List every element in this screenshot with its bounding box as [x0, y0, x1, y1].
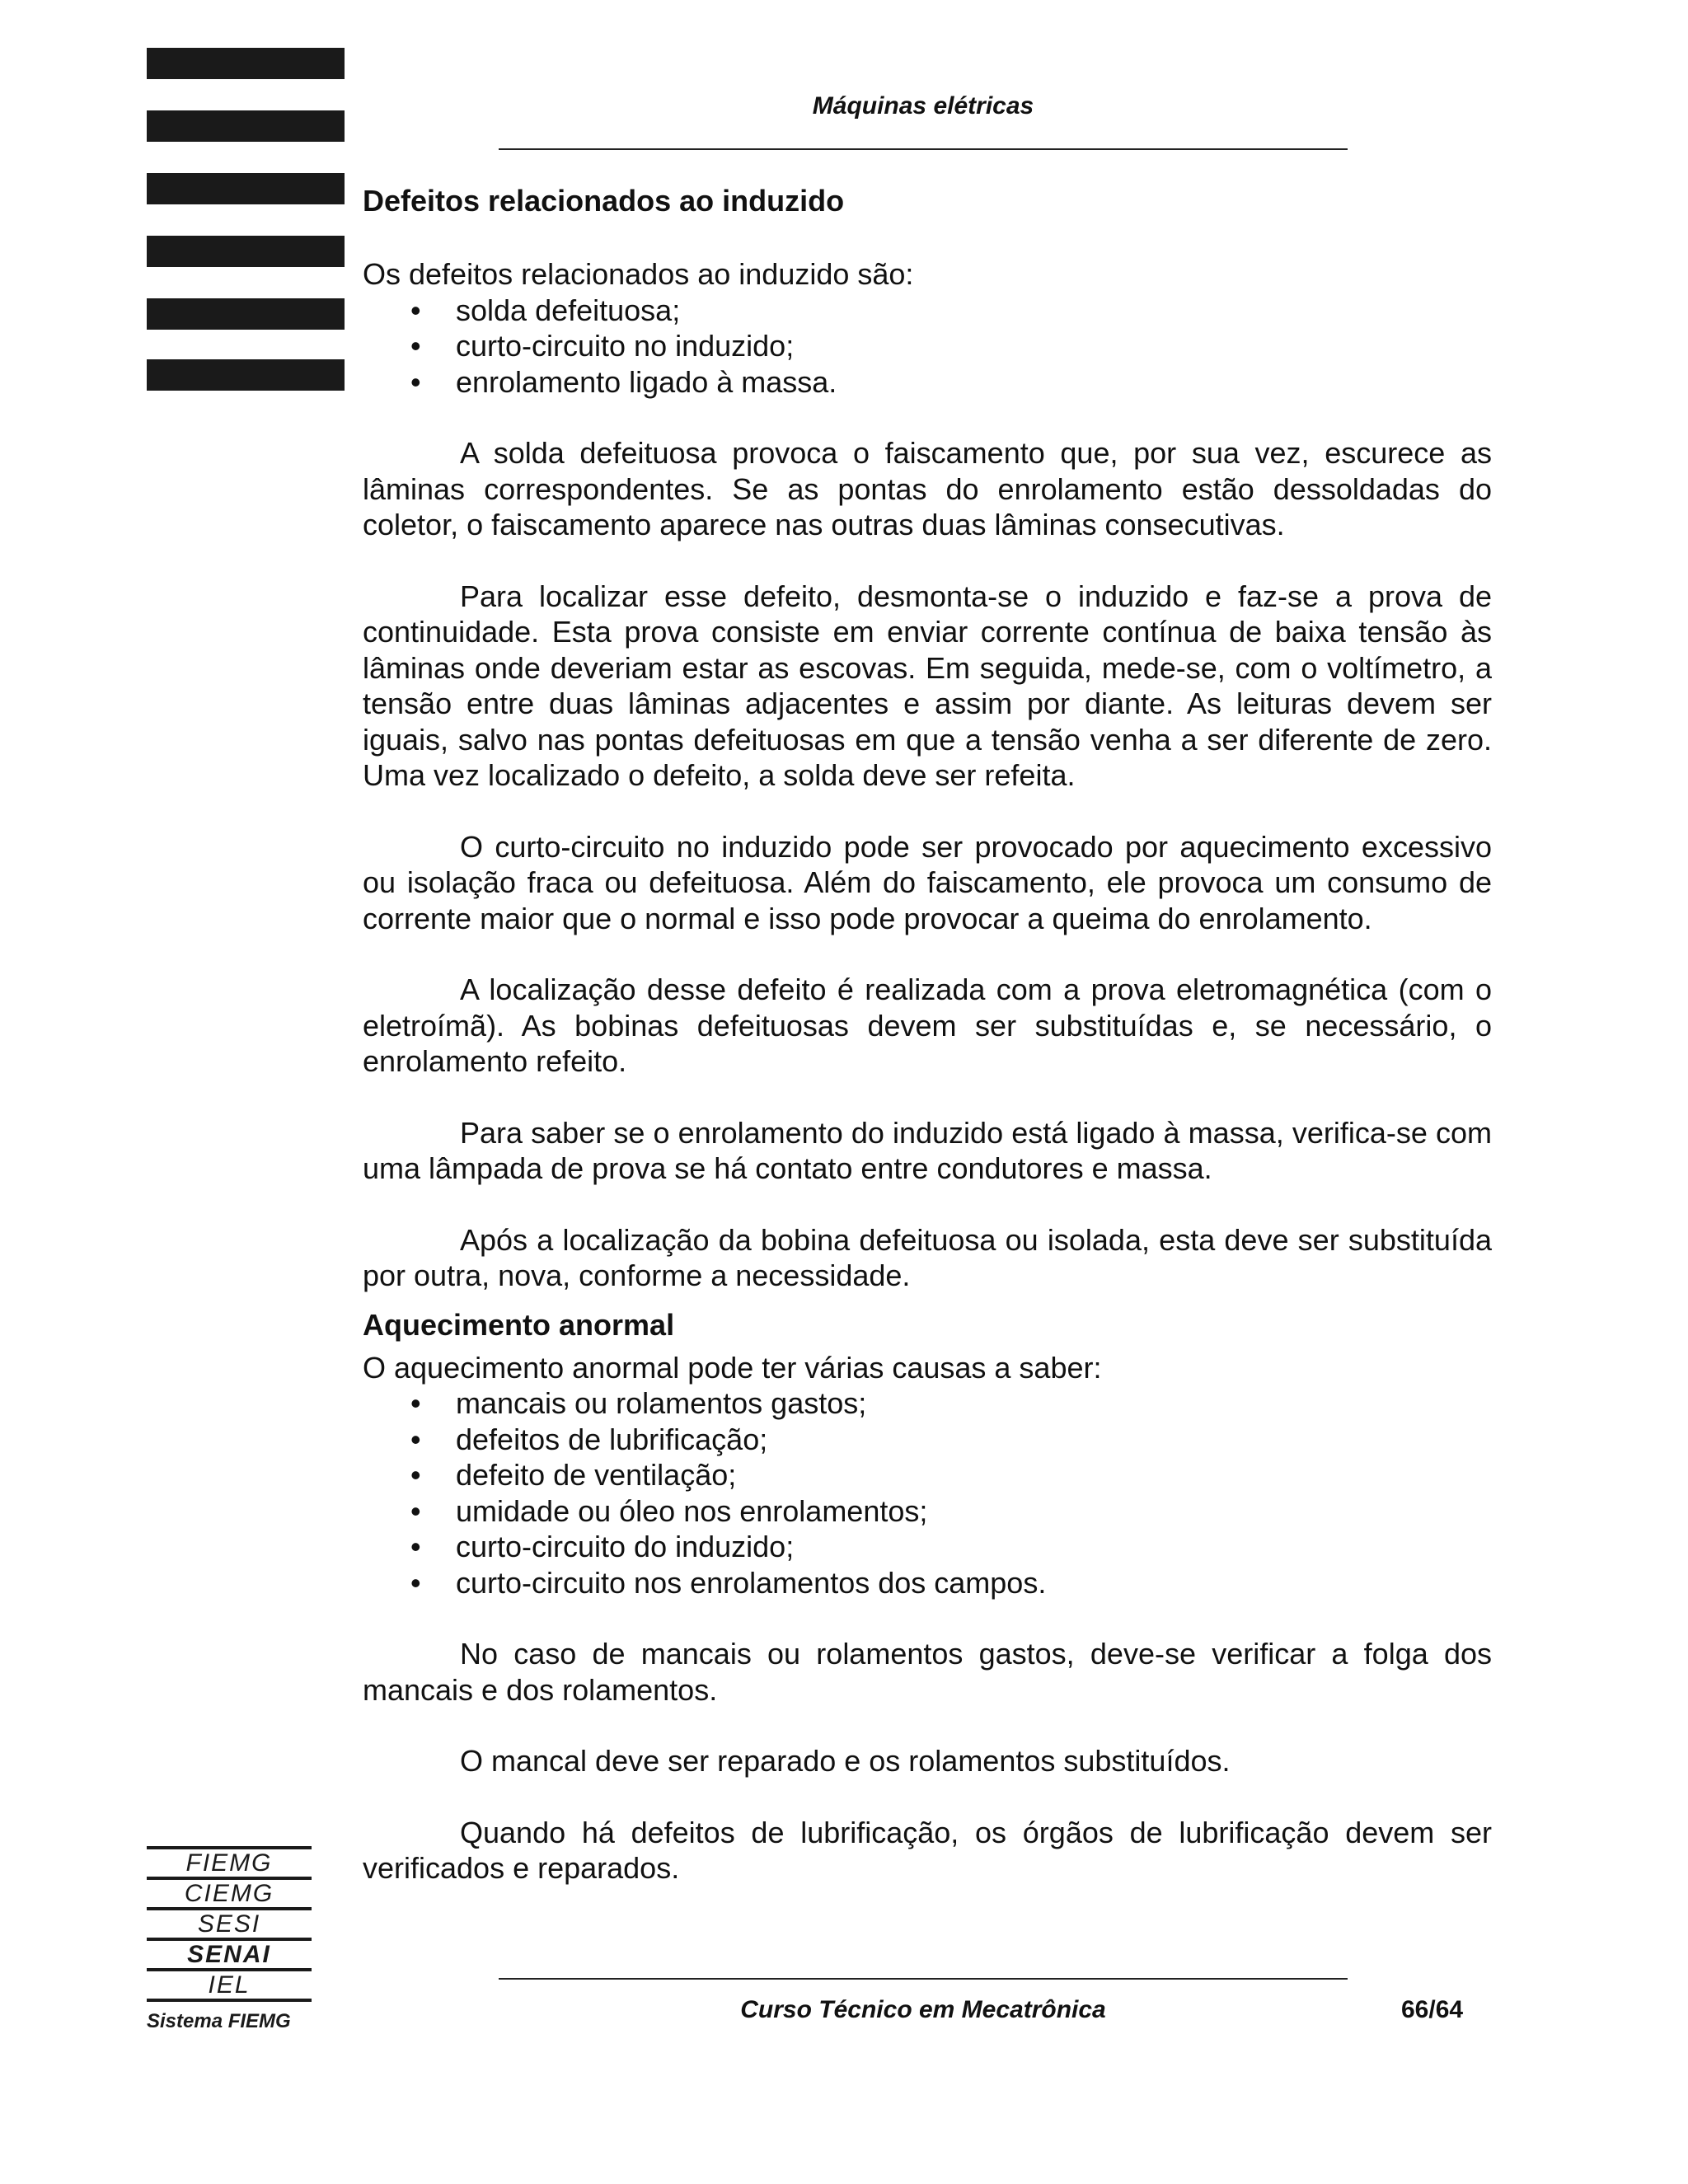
section2-intro: O aquecimento anormal pode ter várias causas a saber:: [363, 1350, 1102, 1385]
page-header-title: Máquinas elétricas: [812, 92, 1034, 120]
section2-bullet-list: [363, 1385, 1492, 1601]
paragraph: A solda defeituosa provoca o faiscamento que, por sua vez, escurece as lâminas correspondentes. Se as pontas do enrolamento estão dessoldadas do coletor, o faiscamento aparece nas outras duas lâminas consecutivas.: [363, 436, 1492, 541]
paragraph: Quando há defeitos de lubrificação, os órgãos de lubrificação devem ser verificados e reparados.: [363, 1815, 1492, 1885]
bullet-icon: •: [410, 1458, 421, 1492]
paragraph: O mancal deve ser reparado e os rolamentos substituídos.: [460, 1744, 1231, 1778]
bullet-icon: •: [410, 1530, 421, 1563]
logo-iel: IEL: [208, 1971, 251, 1999]
list-item: • curto-circuito nos enrolamentos dos campos.: [410, 1565, 1047, 1600]
bullet-icon: •: [410, 1386, 421, 1420]
paragraph: Para localizar esse defeito, desmonta-se o induzido e faz-se a prova de continuidade. Esta prova consiste em enviar corrente contínua de baixa tensão às lâminas onde deveriam estar as escovas. Em seguida, mede-se, com o voltímetro, a tensão entre duas lâminas adjacentes e assim por diante. As leituras devem ser iguais, salvo nas pontas defeituosas em que a tensão venha a ser diferente de zero. Uma vez localizado o defeito, a solda deve ser refeita.: [363, 579, 1492, 792]
logo-ciemg: CIEMG: [184, 1880, 274, 1907]
paragraph: Para saber se o enrolamento do induzido está ligado à massa, verifica-se com uma lâmpada de prova se há contato entre condutores e massa.: [363, 1115, 1492, 1185]
list-item: • defeito de ventilação;: [410, 1458, 737, 1492]
page-number: 66/64: [1401, 1996, 1464, 2023]
paragraph: No caso de mancais ou rolamentos gastos, deve-se verificar a folga dos mancais e dos rolamentos.: [363, 1637, 1492, 1707]
paragraph: Após a localização da bobina defeituosa ou isolada, esta deve ser substituída por outra, nova, conforme a necessidade.: [363, 1222, 1492, 1292]
list-item: • mancais ou rolamentos gastos;: [410, 1386, 867, 1420]
fiemg-logo: [147, 1846, 312, 2033]
logo-senai: SENAI: [187, 1941, 271, 1968]
side-bar-3: [147, 173, 345, 204]
section-heading-induzido: Defeitos relacionados ao induzido: [363, 184, 845, 218]
header-rule: [499, 148, 1348, 150]
bullet-icon: •: [410, 364, 421, 399]
list-item: • defeitos de lubrificação;: [410, 1422, 768, 1456]
list-item: • umidade ou óleo nos enrolamentos;: [410, 1493, 928, 1528]
paragraph: A localização desse defeito é realizada com a prova eletromagnética (com o eletroímã). As bobinas defeituosas devem ser substituídas e, se necessário, o enrolamento refeito.: [363, 972, 1492, 1078]
side-bar-1: [147, 48, 345, 79]
list-item: • enrolamento ligado à massa.: [410, 364, 837, 399]
side-bar-4: [147, 236, 345, 267]
side-bar-6: [147, 359, 345, 391]
bullet-icon: •: [410, 293, 421, 327]
section-heading-aquecimento: Aquecimento anormal: [363, 1307, 675, 1342]
list-item: • curto-circuito do induzido;: [410, 1530, 795, 1563]
main-content: [363, 181, 1492, 1886]
logo-sesi: SESI: [197, 1910, 261, 1938]
logo-system-label: Sistema FIEMG: [147, 2010, 291, 2032]
bullet-icon: •: [410, 1565, 421, 1600]
bullet-icon: •: [410, 1422, 421, 1456]
bullet-icon: •: [410, 329, 421, 363]
section1-intro: Os defeitos relacionados ao induzido são:: [363, 257, 914, 291]
side-bar-5: [147, 298, 345, 330]
footer-rule: [499, 1978, 1348, 1980]
list-item: • curto-circuito no induzido;: [410, 329, 795, 363]
side-bar-2: [147, 110, 345, 142]
footer-course-title: Curso Técnico em Mecatrônica: [740, 1996, 1106, 2023]
paragraph: O curto-circuito no induzido pode ser provocado por aquecimento excessivo ou isolação fraca ou defeituosa. Além do faiscamento, ele provoca um consumo de corrente maior que o normal e isso pode provocar a queima do enrolamento.: [363, 829, 1492, 935]
list-item: • solda defeituosa;: [410, 293, 681, 327]
logo-fiemg: FIEMG: [185, 1849, 273, 1877]
bullet-icon: •: [410, 1493, 421, 1528]
section1-bullet-list: [363, 293, 1492, 401]
